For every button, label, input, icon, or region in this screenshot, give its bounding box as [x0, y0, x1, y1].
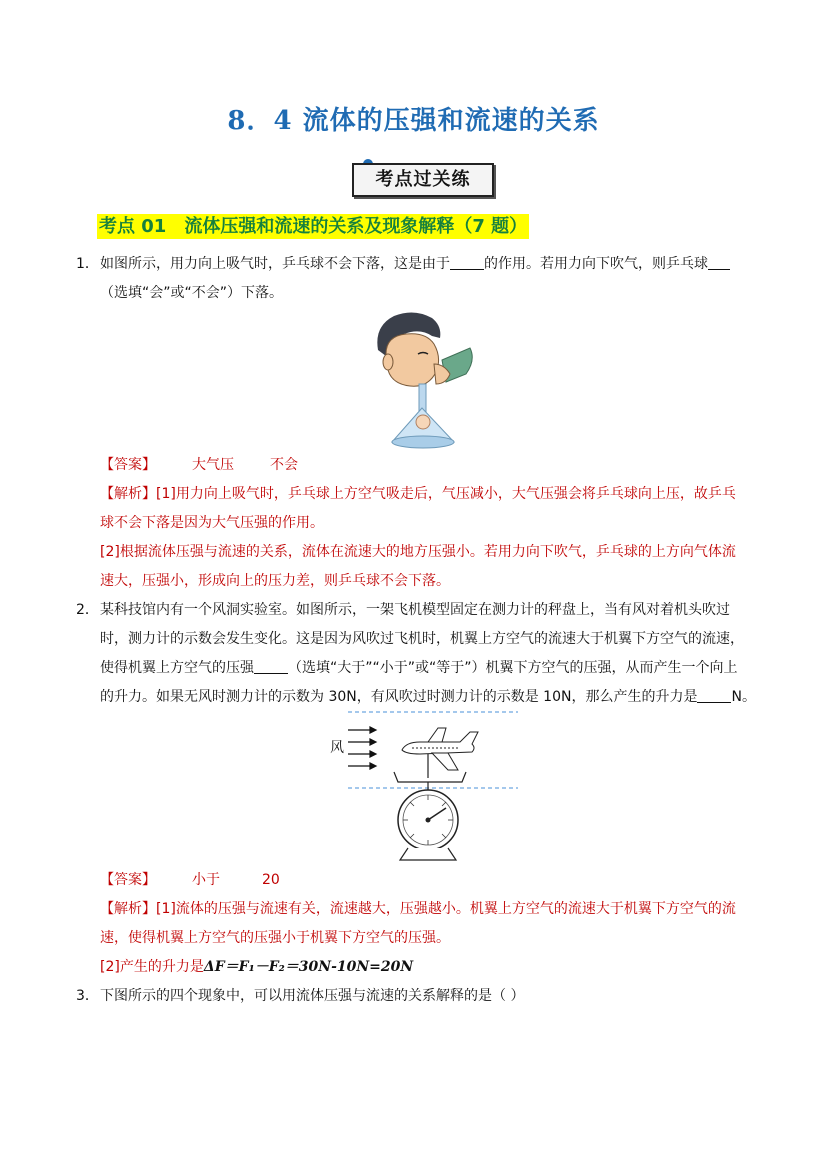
- wind-arrows-icon: [348, 727, 376, 769]
- answer-label: 【答案】: [100, 457, 156, 473]
- section-code: 考点 01: [99, 216, 167, 237]
- wind-tunnel-figure: [320, 708, 530, 868]
- answer-2: [100, 868, 280, 892]
- explanation-2: [100, 895, 760, 982]
- question-text: 使得机翼上方空气的压强: [100, 660, 254, 676]
- explanation-text: [2]根据流体压强与流速的关系，流体在流速大的地方压强小。若用力向下吹气，乒乓球的上方向气体流: [100, 544, 736, 560]
- explanation-1: [100, 480, 760, 596]
- question-2: [76, 596, 766, 712]
- explanation-text: [1]用力向上吸气时，乒乓球上方空气吸走后，气压减小，大气压强会将乒乓球向上压，故乒乓: [156, 486, 736, 502]
- explanation-text: [1]流体的压强与流速有关，流速越大，压强越小。机翼上方空气的流速大于机翼下方空气的流: [156, 901, 736, 917]
- airplane-model-icon: [402, 728, 478, 770]
- question-text: N。: [731, 689, 756, 705]
- question-text: 的升力。如果无风时测力计的示数为 30N，有风吹过时测力计的示数是 10N，那么产生的升力是: [100, 689, 698, 705]
- question-text: （选填“大于”“小于”或“等于”）机翼下方空气的压强，从而产生一个向上: [288, 660, 738, 676]
- answer-label: 【答案】: [100, 872, 156, 888]
- answer-blank: [697, 688, 731, 703]
- explanation-text: 速大，压强小，形成向上的压力差，则乒乓球不会下落。: [100, 573, 450, 589]
- answer-value: 不会: [270, 457, 298, 473]
- ping-pong-funnel-figure: [370, 308, 480, 450]
- question-number: 3．: [76, 988, 99, 1004]
- question-number: 1．: [76, 256, 99, 272]
- answer-blank: [254, 659, 288, 674]
- question-text: （选填“会”或“不会”）下落。: [100, 285, 284, 301]
- explanation-label: 【解析】: [100, 486, 156, 502]
- question-1: [76, 250, 756, 308]
- section-badge: 考点过关练: [352, 163, 494, 197]
- question-3: [76, 982, 766, 1011]
- explanation-text: 球不会下落是因为大气压强的作用。: [100, 515, 324, 531]
- question-number: 2．: [76, 602, 99, 618]
- wind-label: 风: [330, 740, 344, 756]
- answer-value: 20: [262, 872, 280, 888]
- answer-1: [100, 453, 298, 477]
- formula: ΔF＝F₁－F₂＝30N-10N=20N: [203, 959, 414, 975]
- explanation-text: [2]产生的升力是: [100, 959, 204, 975]
- answer-blank: [450, 255, 484, 270]
- question-text: 某科技馆内有一个风洞实验室。如图所示，一架飞机模型固定在测力计的秤盘上，当有风对着机头吹过: [100, 602, 730, 618]
- question-text: 如图所示，用力向上吸气时，乒乓球不会下落，这是由于: [100, 256, 450, 272]
- question-text: 下图所示的四个现象中，可以用流体压强与流速的关系解释的是（ ）: [100, 988, 525, 1004]
- answer-blank: [708, 255, 730, 270]
- question-text: 的作用。若用力向下吹气，则乒乓球: [484, 256, 708, 272]
- explanation-text: 速，使得机翼上方空气的压强小于机翼下方空气的压强。: [100, 930, 450, 946]
- section-text: 流体压强和流速的关系及现象解释（7 题）: [184, 216, 528, 237]
- question-text: 时，测力计的示数会发生变化。这是因为风吹过飞机时，机翼上方空气的流速大于机翼下方空气的流速，: [100, 631, 744, 647]
- page-title: 8．4 流体的压强和流速的关系: [227, 106, 600, 136]
- section-heading: [97, 214, 529, 239]
- explanation-label: 【解析】: [100, 901, 156, 917]
- answer-value: 大气压: [192, 457, 234, 473]
- answer-value: 小于: [192, 872, 220, 888]
